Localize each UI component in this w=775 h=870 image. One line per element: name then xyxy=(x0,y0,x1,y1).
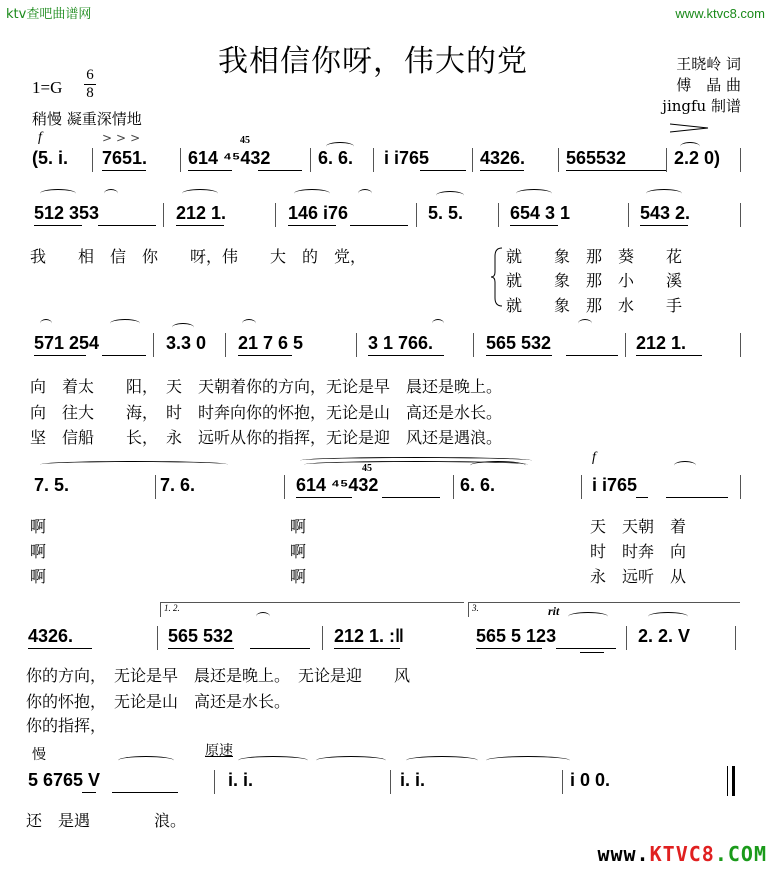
note-group: i 0 0. xyxy=(570,770,611,790)
note-group: 6. 6. xyxy=(318,148,354,168)
lyric-verse-3: 永 远听 从 xyxy=(590,567,687,586)
note-group: 6. 6. xyxy=(460,475,496,495)
site-brand-bottom[interactable]: www.KTVC8.COM xyxy=(597,842,767,866)
key-signature: 1=G xyxy=(32,78,63,97)
note-group: 7. 5. xyxy=(34,475,70,495)
note-group: i i765 xyxy=(592,475,638,495)
lyric-verse-1: 你的方向， 无论是早 晨还是晚上。 无论是迎 风 xyxy=(26,666,411,685)
lyric-ah: 啊 xyxy=(30,567,47,586)
lyric-ah: 啊 xyxy=(290,517,307,536)
ritardando-mark: rit xyxy=(548,604,560,618)
staff-line-1 xyxy=(0,148,775,188)
note-group: 212 1. xyxy=(636,333,687,353)
lyric-verse-1: 天 天朝 着 xyxy=(590,517,687,536)
staff-line-6 xyxy=(0,770,775,810)
note-group: 7. 6. xyxy=(160,475,196,495)
note-group: 21 7 6 5 xyxy=(238,333,304,353)
note-group: 5. 5. xyxy=(428,203,464,223)
note-group: 565 5 123 xyxy=(476,626,557,646)
note-group: 2. 2. V xyxy=(638,626,691,646)
note-group: 654 3 1 xyxy=(510,203,571,223)
note-group: 614 ⁴⁵432 xyxy=(296,475,379,495)
final-barline xyxy=(727,766,735,796)
lyric-ah: 啊 xyxy=(290,542,307,561)
staff-line-2 xyxy=(0,203,775,243)
credits xyxy=(662,54,741,117)
note-group: 565 532 xyxy=(168,626,234,646)
note-group: 3 1 766. xyxy=(368,333,434,353)
tempo-marking: 稍慢 凝重深情地 xyxy=(32,110,142,128)
note-group: 565532 xyxy=(566,148,627,168)
lyric-verse-2: 时 时奔 向 xyxy=(590,542,687,561)
lyric-ah: 啊 xyxy=(30,542,47,561)
note-group: 4326. xyxy=(480,148,526,168)
meter-top: 6 xyxy=(86,67,94,83)
lyric-verse-2: 你的怀抱， 无论是山 高还是水长。 xyxy=(26,692,291,711)
lyric-verse-2: 就 象 那 小 溪 xyxy=(506,271,683,290)
lyric-final: 还 是遇 浪。 xyxy=(26,811,187,830)
lyric-verse-3: 你的指挥， xyxy=(26,716,107,735)
note-group: 4326. xyxy=(28,626,74,646)
note-group: i. i. xyxy=(228,770,254,790)
lyric-verse-2: 向 往大 海， 时 时奔向你的怀抱，无论是山 高还是水长。 xyxy=(30,403,503,422)
site-url-top-right[interactable]: www.ktvc8.com xyxy=(675,6,765,21)
staff-line-3 xyxy=(0,333,775,373)
note-group: i. i. xyxy=(400,770,426,790)
site-watermark-top-left: ktv查吧曲谱网 xyxy=(6,7,92,22)
note-group: 571 254 xyxy=(34,333,100,353)
note-group: 5 6765 V xyxy=(28,770,101,790)
tempo-slow-mark: 慢 xyxy=(32,747,46,763)
accent-marks: >>> xyxy=(102,131,145,145)
note-group: 7651. xyxy=(102,148,148,168)
lyric-verse-1: 就 象 那 葵 花 xyxy=(506,247,683,266)
note-group: (5. i. xyxy=(32,148,69,168)
composer: 傅 晶 曲 xyxy=(676,76,741,94)
tempo-a-tempo-mark: 原速 xyxy=(205,743,233,759)
arranger: jingfu 制谱 xyxy=(662,97,741,115)
note-group: 3.3 0 xyxy=(166,333,207,353)
note-group: 2.2 0) xyxy=(674,148,721,168)
note-group: i i765 xyxy=(384,148,430,168)
dynamic-forte: f xyxy=(38,130,42,145)
lyric-ah: 啊 xyxy=(290,567,307,586)
grace-notes: 45 xyxy=(362,463,372,474)
staff-line-5 xyxy=(0,626,775,666)
dynamic-forte: f xyxy=(592,450,596,465)
time-signature xyxy=(84,68,96,101)
grace-notes: 45 xyxy=(240,135,250,146)
lyric-verse-1: 向 着太 阳， 天 天朝着你的方向，无论是早 晨还是晚上。 xyxy=(30,377,503,396)
note-group: 543 2. xyxy=(640,203,691,223)
note-group: 212 1. xyxy=(176,203,227,223)
lyric-brace-icon xyxy=(490,246,504,308)
staff-line-4 xyxy=(0,475,775,515)
lyric-ah: 啊 xyxy=(30,517,47,536)
song-title: 我相信你呀，伟大的党 xyxy=(218,44,528,79)
decrescendo-hairpin-icon xyxy=(670,122,710,134)
meter-bottom: 8 xyxy=(86,85,94,101)
lyric-verse-3: 就 象 那 水 手 xyxy=(506,296,683,315)
note-group: 565 532 xyxy=(486,333,552,353)
volta-third-ending: 3. xyxy=(468,602,740,617)
note-group: 212 1. :‖ xyxy=(334,626,404,646)
volta-first-second-ending: 1. 2. xyxy=(160,602,464,617)
note-group: 146 i76 xyxy=(288,203,349,223)
note-group: 614 ⁴⁵432 xyxy=(188,148,271,168)
note-group: 512 353 xyxy=(34,203,100,223)
lyric-verse-3: 坚 信船 长， 永 远听从你的指挥，无论是迎 风还是遇浪。 xyxy=(30,428,503,447)
lyricist: 王晓岭 词 xyxy=(676,55,741,73)
lyric-line-main: 我 相 信 你 呀，伟 大 的 党， xyxy=(30,247,367,266)
